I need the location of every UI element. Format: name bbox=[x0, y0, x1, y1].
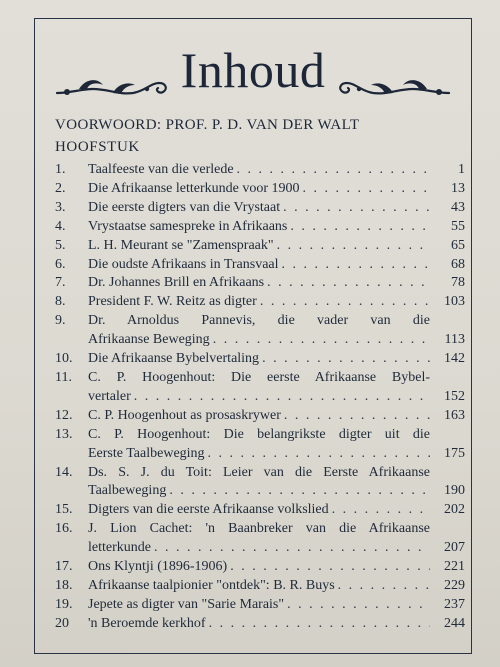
dot-leader bbox=[283, 199, 430, 218]
chapter-title: Die oudste Afrikaans in Transvaal bbox=[88, 256, 279, 272]
chapter-title: Vrystaatse samespreke in Afrikaans bbox=[88, 218, 288, 234]
page-number: 43 bbox=[451, 199, 465, 215]
chapter-number: 3. bbox=[55, 199, 66, 215]
dot-leader bbox=[277, 237, 430, 256]
page-number: 68 bbox=[451, 256, 465, 272]
chapter-title: Taalfeeste van die verlede bbox=[88, 162, 234, 177]
dot-leader bbox=[260, 293, 430, 312]
chapter-number: 8. bbox=[55, 294, 66, 310]
chapter-title: L. H. Meurant se "Zamenspraak" bbox=[88, 237, 274, 253]
chapter-number: 5. bbox=[55, 237, 66, 253]
page-number: 152 bbox=[444, 388, 465, 404]
page-number: 65 bbox=[451, 237, 465, 253]
chapter-number: 6. bbox=[55, 256, 66, 272]
page-number: 13 bbox=[451, 180, 465, 196]
page-number: 207 bbox=[444, 540, 465, 556]
chapter-title: Die Afrikaanse Bybelvertaling bbox=[88, 351, 260, 367]
dot-leader bbox=[213, 331, 430, 350]
toc-entry bbox=[55, 369, 465, 407]
page-title: Inhoud bbox=[180, 42, 326, 98]
chapter-number: 9. bbox=[55, 313, 66, 329]
right-flourish-ornament-icon bbox=[335, 73, 453, 101]
chapter-number: 18. bbox=[55, 577, 73, 593]
page-number: 229 bbox=[444, 577, 465, 593]
chapter-title: Eerste Taalbeweging bbox=[88, 445, 205, 461]
dot-leader bbox=[209, 615, 430, 634]
toc-entry bbox=[55, 558, 465, 577]
chapter-title: 'n Beroemde kerkhof bbox=[88, 615, 206, 631]
dot-leader bbox=[332, 501, 430, 520]
chapter-title: C. P. Hoogenhout: Die belangrikste digter uit die bbox=[88, 426, 430, 442]
toc-entry bbox=[55, 615, 465, 634]
foreword-line: VOORWOORD: PROF. P. D. VAN DER WALT bbox=[55, 117, 360, 133]
chapter-title: Die eerste digters van die Vrystaat bbox=[88, 199, 281, 215]
toc-entry bbox=[55, 464, 465, 502]
chapter-number: 7. bbox=[55, 275, 66, 291]
chapter-number: 11. bbox=[55, 369, 72, 385]
chapter-number: 1. bbox=[55, 162, 66, 177]
page-number: 237 bbox=[444, 596, 465, 612]
chapter-number: 2. bbox=[55, 180, 66, 196]
chapter-title: Taalbeweging bbox=[88, 483, 167, 499]
dot-leader bbox=[287, 596, 430, 615]
chapter-title: Ons Klyntji (1896-1906) bbox=[88, 559, 228, 575]
page-number: 163 bbox=[444, 407, 465, 423]
toc-entry bbox=[55, 520, 465, 558]
page-number: 113 bbox=[444, 332, 465, 348]
chapter-title: Digters van die eerste Afrikaanse volkslied bbox=[88, 502, 329, 518]
toc-entry bbox=[55, 180, 465, 199]
page-number: 142 bbox=[444, 351, 465, 367]
table-of-contents bbox=[55, 161, 465, 634]
page-number: 221 bbox=[444, 559, 465, 575]
dot-leader bbox=[169, 482, 430, 501]
toc-entry bbox=[55, 312, 465, 350]
page-number: 175 bbox=[444, 445, 465, 461]
chapter-title: Jepete as digter van "Sarie Marais" bbox=[88, 596, 285, 612]
page-border-frame bbox=[34, 18, 472, 654]
dot-leader bbox=[237, 161, 430, 180]
dot-leader bbox=[338, 577, 430, 596]
dot-leader bbox=[230, 558, 430, 577]
chapter-title: Dr. Johannes Brill en Afrikaans bbox=[88, 275, 265, 291]
dot-leader bbox=[208, 445, 430, 464]
page-number: 190 bbox=[444, 483, 465, 499]
page-number: 103 bbox=[444, 294, 465, 310]
dot-leader bbox=[154, 539, 430, 558]
chapter-title: C. P. Hoogenhout as prosaskrywer bbox=[88, 407, 281, 423]
dot-leader bbox=[134, 388, 430, 407]
chapter-title: C. P. Hoogenhout: Die eerste Afrikaanse Bybel- bbox=[88, 369, 430, 385]
chapter-number: 17. bbox=[55, 559, 73, 575]
chapter-number: 4. bbox=[55, 218, 66, 234]
chapter-number: 19. bbox=[55, 596, 73, 612]
toc-entry bbox=[55, 407, 465, 426]
chapter-number: 10. bbox=[55, 351, 73, 367]
chapter-title: vertaler bbox=[88, 388, 131, 404]
toc-entry bbox=[55, 426, 465, 464]
dot-leader bbox=[303, 180, 431, 199]
page-number: 78 bbox=[451, 275, 465, 291]
chapter-title: President F. W. Reitz as digter bbox=[88, 294, 257, 310]
chapter-title: letterkunde bbox=[88, 540, 151, 556]
toc-entry bbox=[55, 218, 465, 237]
toc-entry bbox=[55, 199, 465, 218]
toc-entry bbox=[55, 274, 465, 293]
page-number: 55 bbox=[451, 218, 465, 234]
page-number: 1 bbox=[458, 162, 465, 177]
dot-leader bbox=[282, 256, 430, 275]
toc-entry bbox=[55, 256, 465, 275]
chapter-title: J. Lion Cachet: 'n Baanbreker van die Afrikaanse bbox=[88, 521, 430, 537]
toc-entry bbox=[55, 577, 465, 596]
chapter-title: Afrikaanse Beweging bbox=[88, 332, 210, 348]
chapter-number: 16. bbox=[55, 521, 73, 537]
toc-entry bbox=[55, 596, 465, 615]
title-header bbox=[35, 35, 471, 97]
chapter-title: Dr. Arnoldus Pannevis, die vader van die bbox=[88, 313, 430, 329]
dot-leader bbox=[267, 274, 430, 293]
dot-leader bbox=[290, 218, 430, 237]
toc-entry bbox=[55, 237, 465, 256]
dot-leader bbox=[284, 407, 430, 426]
chapter-number: 20 bbox=[55, 615, 69, 631]
chapter-title: Die Afrikaanse letterkunde voor 1900 bbox=[88, 180, 300, 196]
page-number: 202 bbox=[444, 502, 465, 518]
chapter-number: 15. bbox=[55, 502, 73, 518]
toc-entry bbox=[55, 161, 465, 180]
chapter-title: Ds. S. J. du Toit: Leier van die Eerste Afrikaanse bbox=[88, 464, 430, 480]
toc-entry bbox=[55, 293, 465, 312]
toc-entry bbox=[55, 350, 465, 369]
toc-entry bbox=[55, 501, 465, 520]
chapter-number: 14. bbox=[55, 464, 73, 480]
chapter-title: Afrikaanse taalpionier "ontdek": B. R. Buys bbox=[88, 577, 335, 593]
chapter-heading: HOOFSTUK bbox=[55, 139, 140, 155]
page-number: 244 bbox=[444, 615, 465, 631]
chapter-number: 12. bbox=[55, 407, 73, 423]
chapter-number: 13. bbox=[55, 426, 73, 442]
dot-leader bbox=[262, 350, 430, 369]
